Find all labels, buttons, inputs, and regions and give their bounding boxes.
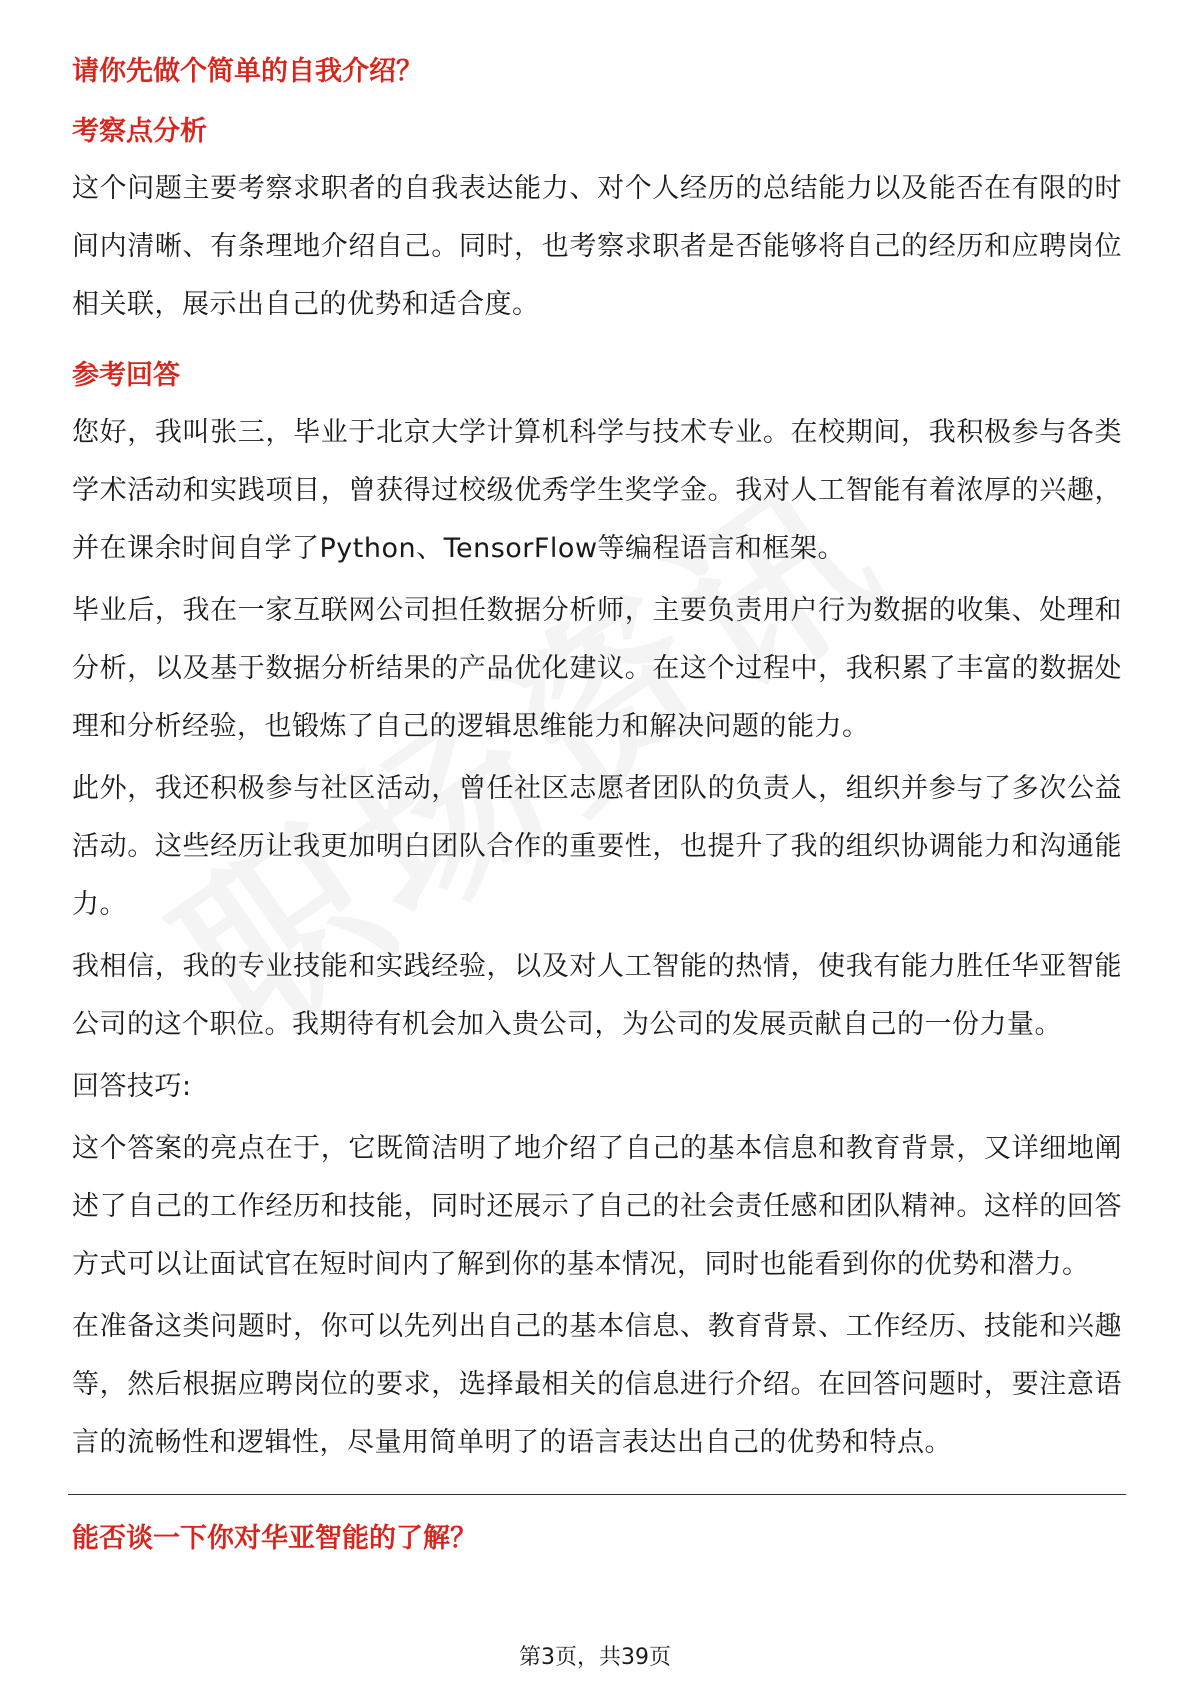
tips-paragraph: 这个答案的亮点在于，它既简洁明了地介绍了自己的基本信息和教育背景，又详细地阐述了自己的工作经历和技能，同时还展示了自己的社会责任感和团队精神。这样的回答方式可以让面试官在短时间内了解到你的基本情况，同时也能看到你的优势和潜力。	[72, 1133, 1122, 1280]
tips-paragraph: 在准备这类问题时，你可以先列出自己的基本信息、教育背景、工作经历、技能和兴趣等，然后根据应聘岗位的要求，选择最相关的信息进行介绍。在回答问题时，要注意语言的流畅性和逻辑性，尽量用简单明了的语言表达出自己的优势和特点。	[72, 1311, 1122, 1458]
answer-heading: 参考回答	[72, 360, 180, 391]
answer-paragraph: 毕业后，我在一家互联网公司担任数据分析师，主要负责用户行为数据的收集、处理和分析，以及基于数据分析结果的产品优化建议。在这个过程中，我积累了丰富的数据处理和分析经验，也锻炼了自己的逻辑思维能力和解决问题的能力。	[72, 595, 1122, 742]
answer-paragraph: 您好，我叫张三，毕业于北京大学计算机科学与技术专业。在校期间，我积极参与各类学术活动和实践项目，曾获得过校级优秀学生奖学金。我对人工智能有着浓厚的兴趣，并在课余时间自学了Python、TensorFlow等编程语言和框架。	[72, 417, 1122, 564]
analysis-text: 这个问题主要考察求职者的自我表达能力、对个人经历的总结能力以及能否在有限的时间内清晰、有条理地介绍自己。同时，也考察求职者是否能够将自己的经历和应聘岗位相关联，展示出自己的优势和适合度。	[72, 173, 1122, 320]
answer-paragraph: 我相信，我的专业技能和实践经验，以及对人工智能的热情，使我有能力胜任华亚智能公司的这个职位。我期待有机会加入贵公司，为公司的发展贡献自己的一份力量。	[72, 951, 1122, 1040]
answer-paragraph: 此外，我还积极参与社区活动，曾任社区志愿者团队的负责人，组织并参与了多次公益活动。这些经历让我更加明白团队合作的重要性，也提升了我的组织协调能力和沟通能力。	[72, 773, 1122, 920]
page-number: 第3页，共39页	[519, 1645, 671, 1670]
tips-label: 回答技巧:	[72, 1071, 192, 1102]
question-title: 请你先做个简单的自我介绍？	[72, 56, 423, 87]
page-content	[72, 52, 1122, 1559]
section-divider	[68, 1494, 1126, 1495]
analysis-heading: 考察点分析	[72, 116, 207, 147]
next-question-title: 能否谈一下你对华亚智能的了解？	[72, 1523, 477, 1554]
